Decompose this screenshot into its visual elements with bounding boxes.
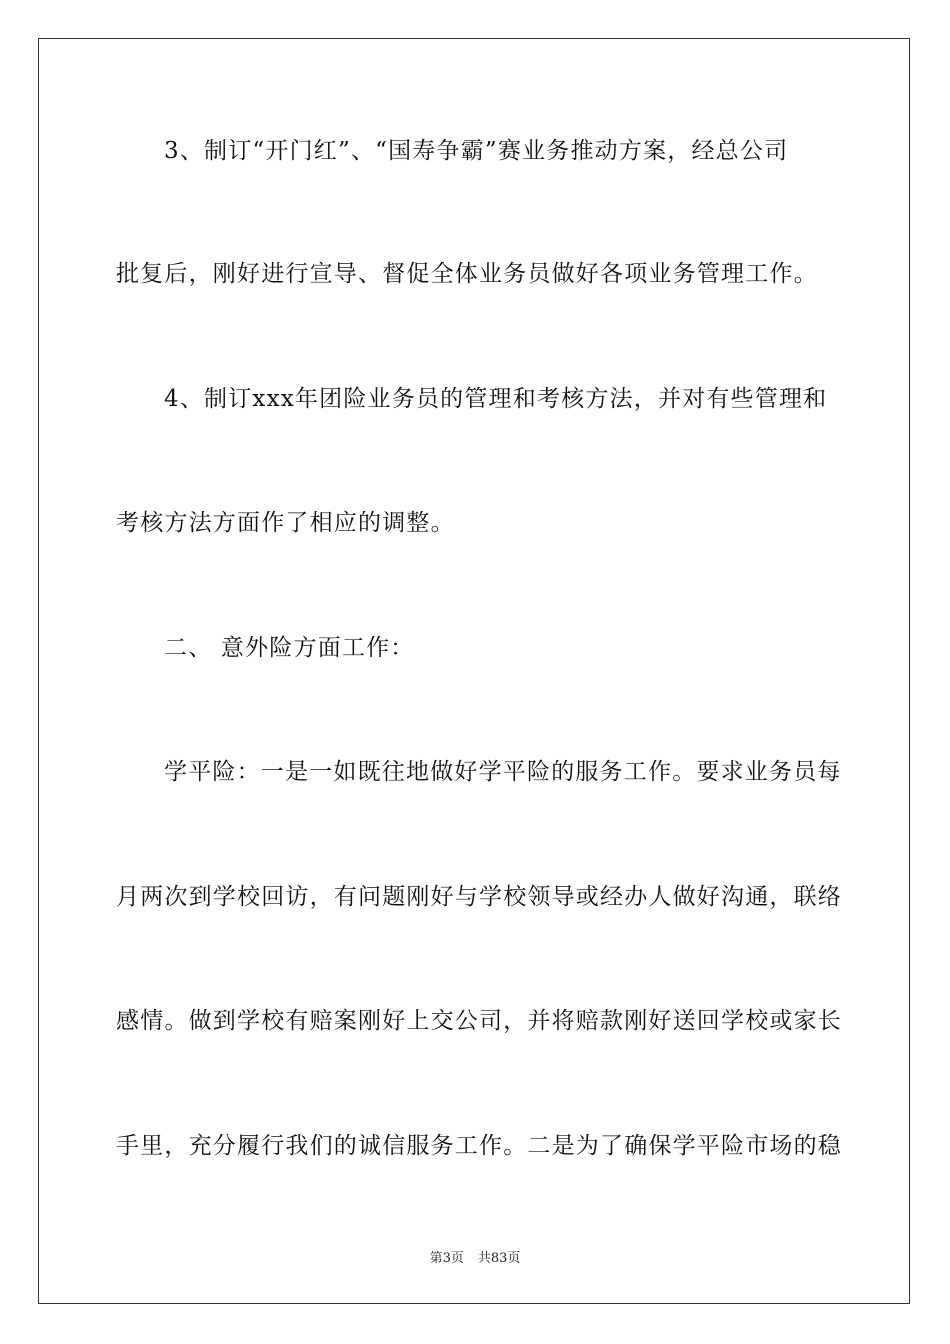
- page-border: [38, 38, 910, 1304]
- paragraph-line: 学平险：一是一如既往地做好学平险的服务工作。要求业务员每: [164, 759, 842, 785]
- paragraph-line: 感情。做到学校有赔案刚好上交公司，并将赔款刚好送回学校或家长: [116, 1008, 842, 1034]
- paragraph-line: 手里，充分履行我们的诚信服务工作。二是为了确保学平险市场的稳: [116, 1133, 842, 1159]
- paragraph-line: 考核方法方面作了相应的调整。: [116, 510, 455, 536]
- page-number: 第3页: [429, 1251, 464, 1266]
- page-footer: [0, 1247, 950, 1266]
- section-heading: 二、 意外险方面工作：: [164, 635, 415, 661]
- paragraph-line: 4、制订xxx年团险业务员的管理和考核方法，并对有些管理和: [164, 386, 828, 412]
- paragraph-line: 3、制订“开门红”、“国寿争霸”赛业务推动方案，经总公司: [164, 138, 789, 164]
- paragraph-line: 月两次到学校回访，有问题刚好与学校领导或经办人做好沟通，联络: [116, 884, 842, 910]
- total-pages: 共83页: [477, 1251, 521, 1266]
- paragraph-line: 批复后，刚好进行宣导、督促全体业务员做好各项业务管理工作。: [116, 261, 818, 287]
